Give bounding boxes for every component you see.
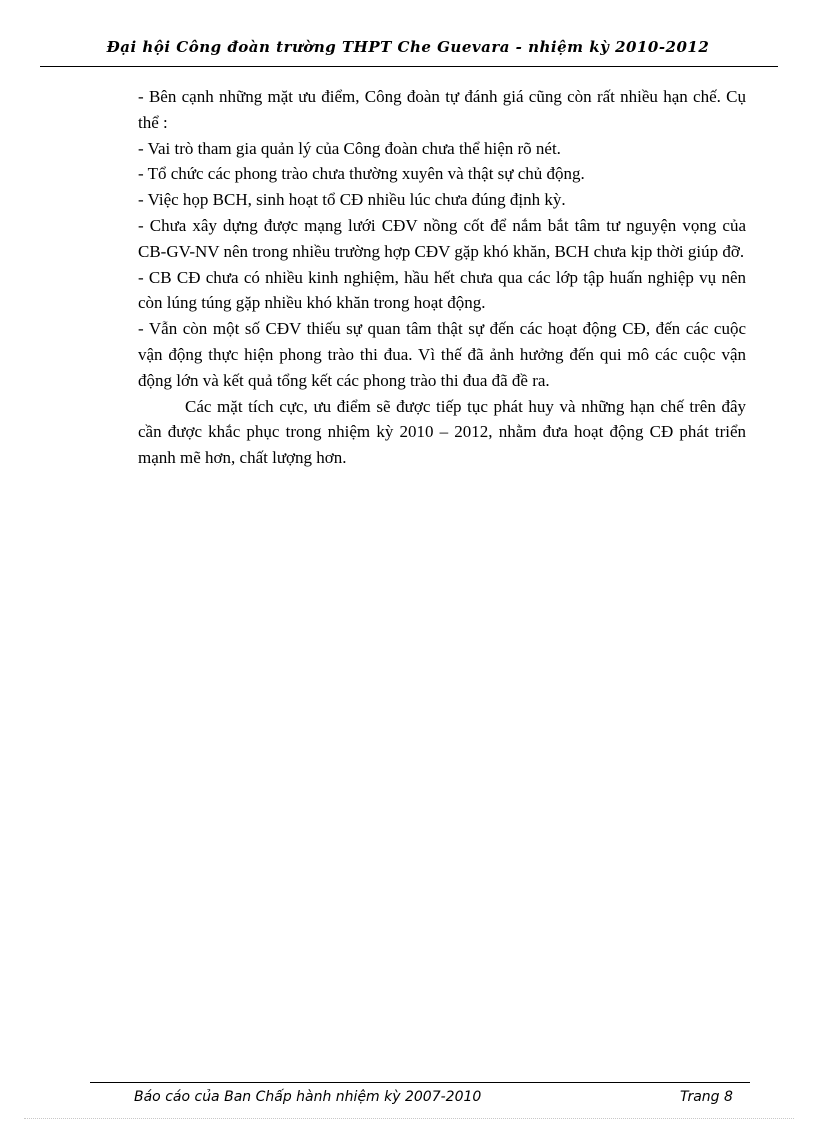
document-body — [138, 84, 746, 471]
footer-divider — [90, 1082, 750, 1083]
page-header-title: Đại hội Công đoàn trường THPT Che Guevara - nhiệm kỳ 2010-2012 — [106, 38, 710, 56]
paragraph-management-role: - Vai trò tham gia quản lý của Công đoàn chưa thể hiện rõ nét. — [138, 138, 561, 158]
paragraph-conclusion: Các mặt tích cực, ưu điểm sẽ được tiếp tục phát huy và những hạn chế trên đây cần được khắc phục trong nhiệm kỳ 2010 – 2012, nhằm đưa hoạt động CĐ phát triển mạnh mẽ hơn, chất lượng hơn. — [138, 396, 746, 468]
footer-page-number: Trang 8 — [680, 1089, 733, 1105]
paragraph-member-attention: - Vẫn còn một số CĐV thiếu sự quan tâm thật sự đến các hoạt động CĐ, đến các cuộc vận động thực hiện phong trào thi đua. Vì thế đã ảnh hưởng đến qui mô các cuộc vận động lớn và kết quả tổng kết các phong trào thi đua đã đề ra. — [138, 319, 746, 390]
paragraph-core-network: - Chưa xây dựng được mạng lưới CĐV nồng cốt để nắm bắt tâm tư nguyện vọng của CB-GV-NV nên trong nhiều trường hợp CĐV gặp khó khăn, BCH chưa kịp thời giúp đỡ. — [138, 215, 746, 261]
page-bottom-edge — [24, 1118, 794, 1119]
paragraph-limitations-intro: - Bên cạnh những mặt ưu điểm, Công đoàn tự đánh giá cũng còn rất nhiều hạn chế. Cụ thể : — [138, 87, 746, 132]
paragraph-movements: - Tổ chức các phong trào chưa thường xuyên và thật sự chủ động. — [138, 164, 585, 184]
header-divider — [40, 66, 778, 67]
paragraph-experience: - CB CĐ chưa có nhiều kinh nghiệm, hầu hết chưa qua các lớp tập huấn nghiệp vụ nên còn lúng túng gặp nhiều khó khăn trong hoạt động. — [138, 267, 746, 313]
footer-report-title: Báo cáo của Ban Chấp hành nhiệm kỳ 2007-2010 — [134, 1089, 482, 1105]
paragraph-meetings: - Việc họp BCH, sinh hoạt tổ CĐ nhiều lúc chưa đúng định kỳ. — [138, 190, 566, 210]
